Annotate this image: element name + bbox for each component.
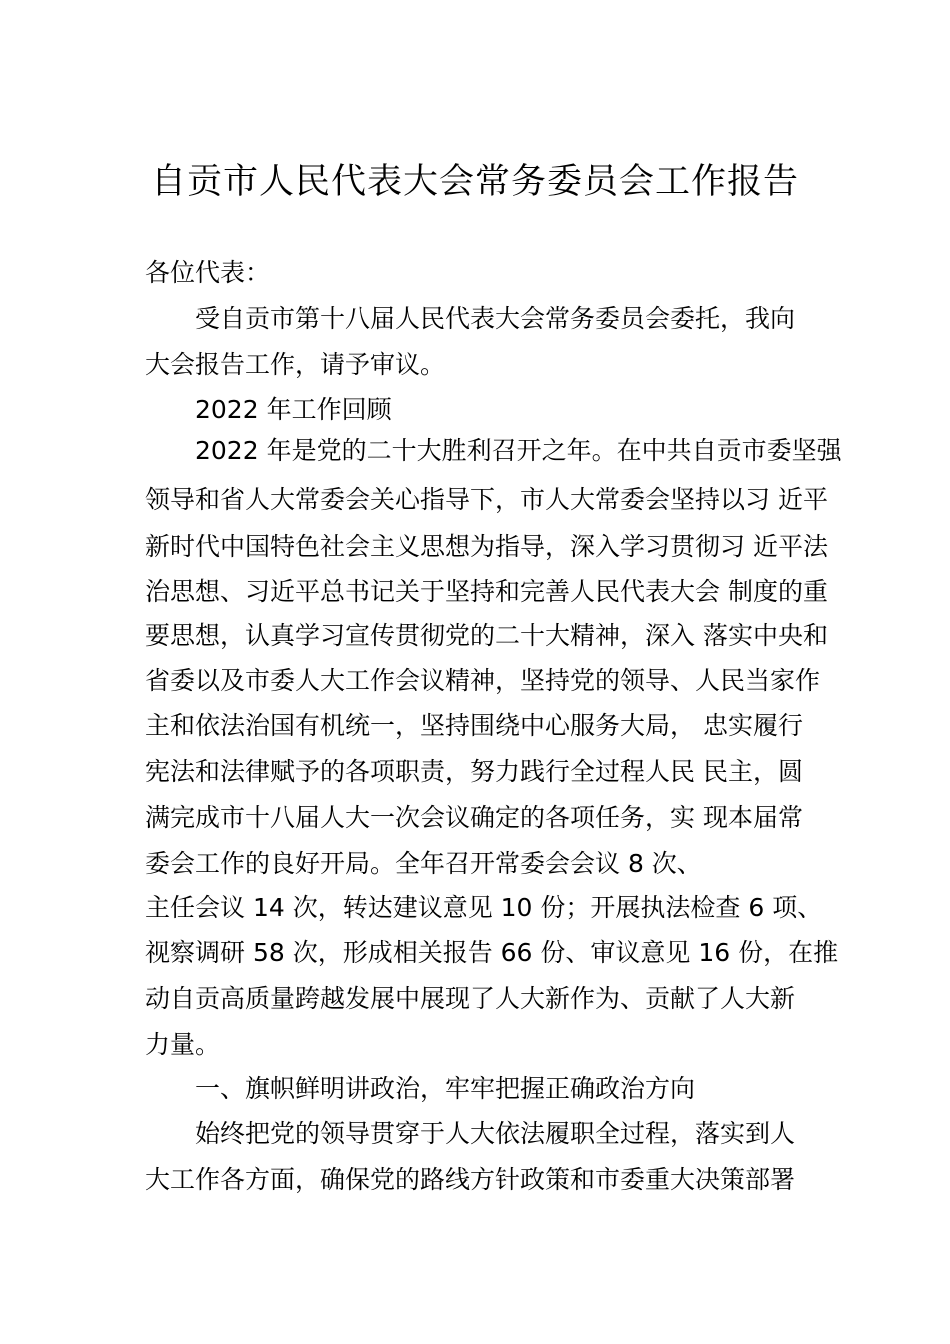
- paragraph-line: 主任会议 14 次，转达建议意见 10 份；开展执法检查 6 项、: [145, 893, 823, 922]
- salutation: 各位代表：: [145, 258, 271, 287]
- document-title: 自贡市人民代表大会常务委员会工作报告: [150, 162, 799, 202]
- paragraph-line: 满完成市十八届人大一次会议确定的各项任务，实 现本届常: [145, 803, 803, 832]
- paragraph-line: 新时代中国特色社会主义思想为指导，深入学习贯彻习 近平法: [145, 532, 828, 561]
- paragraph-line: 领导和省人大常委会关心指导下，市人大常委会坚持以习 近平: [145, 485, 828, 514]
- paragraph-line: 宪法和法律赋予的各项职责，努力践行全过程人民 民主，圆: [145, 757, 803, 786]
- paragraph-line: 委会工作的良好开局。全年召开常委会会议 8 次、: [145, 849, 702, 878]
- paragraph-line: 治思想、习近平总书记关于坚持和完善人民代表大会 制度的重: [145, 577, 828, 606]
- paragraph-line: 视察调研 58 次，形成相关报告 66 份、审议意见 16 份，在推: [145, 938, 839, 967]
- paragraph-line: 大会报告工作，请予审议。: [145, 350, 446, 379]
- paragraph-line: 力量。: [145, 1030, 221, 1059]
- section-heading: 2022 年工作回顾: [195, 395, 392, 424]
- paragraph-line: 省委以及市委人大工作会议精神，坚持党的领导、人民当家作: [145, 666, 821, 695]
- paragraph-line: 始终把党的领导贯穿于人大依法履职全过程，落实到人: [195, 1119, 796, 1148]
- paragraph-line: 主和依法治国有机统一，坚持围绕中心服务大局， 忠实履行: [145, 711, 803, 740]
- paragraph-line: 要思想，认真学习宣传贯彻党的二十大精神，深入 落实中央和: [145, 621, 828, 650]
- paragraph-line: 动自贡高质量跨越发展中展现了人大新作为、贡献了人大新: [145, 984, 796, 1013]
- paragraph-line: 受自贡市第十八届人民代表大会常务委员会委托，我向: [195, 304, 796, 333]
- paragraph-line: 2022 年是党的二十大胜利召开之年。在中共自贡市委坚强: [195, 436, 842, 465]
- section-heading: 一、旗帜鲜明讲政治，牢牢把握正确政治方向: [195, 1074, 696, 1103]
- paragraph-line: 大工作各方面，确保党的路线方针政策和市委重大决策部署: [145, 1165, 796, 1194]
